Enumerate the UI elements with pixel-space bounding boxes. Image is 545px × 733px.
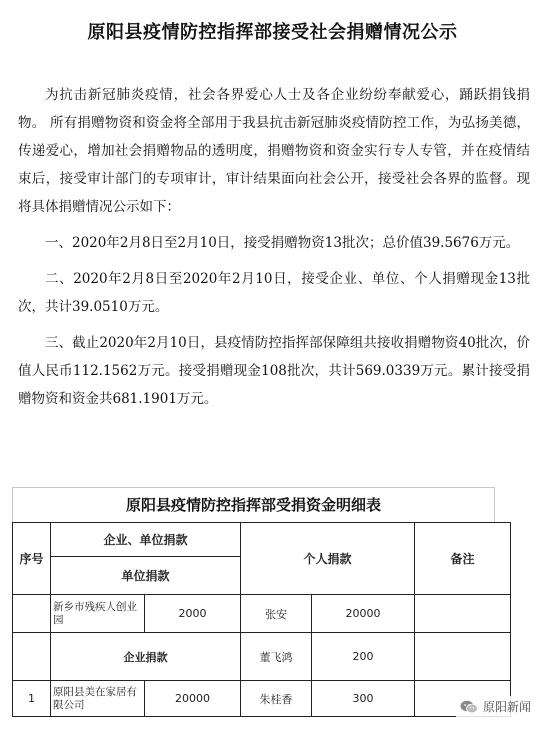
cell-person-name: 董飞鸿 [241, 633, 312, 681]
cell-note [415, 633, 511, 681]
table-row [13, 681, 511, 717]
cell-person-name: 朱桂香 [241, 681, 312, 717]
watermark-text: 原阳新闻 [482, 700, 531, 714]
header-personal: 个人捐款 [241, 523, 415, 595]
cell-org-amount: 20000 [145, 681, 241, 717]
table-header-row [13, 523, 511, 557]
cell-seq [13, 595, 51, 633]
cell-person-name: 张安 [241, 595, 312, 633]
cell-person-amount: 200 [312, 633, 415, 681]
watermark [456, 696, 535, 717]
paragraph-item-1: 一、2020年2月8日至2月10日，接受捐赠物资13批次；总价值39.5676万元。 [45, 235, 520, 251]
cell-seq [13, 633, 51, 681]
paragraph-intro: 为抗击新冠肺炎疫情，社会各界爱心人士及各企业纷纷奉献爱心，踊跃捐钱捐物。 所有捐赠物资和资金将全部用于我县抗击新冠肺炎疫情防控工作，为弘扬美德，传递爱心，增加社会捐赠物品的透明度，捐赠物资和资金实行专人专管，并在疫情结束后，接受审计部门的专项审计，审计结果面向社会公开，接受社会各界的监督。现将具体捐赠情况公示如下： [18, 87, 530, 215]
header-seq: 序号 [13, 523, 51, 595]
wechat-icon [460, 700, 478, 714]
cell-person-amount: 300 [312, 681, 415, 717]
header-note: 备注 [415, 523, 511, 595]
cell-note [415, 595, 511, 633]
header-org-group: 企业、单位捐款 [51, 523, 241, 557]
donation-table-section [12, 487, 533, 733]
cell-seq: 1 [13, 681, 51, 717]
page-title: 原阳县疫情防控指挥部接受社会捐赠情况公示 [87, 22, 458, 43]
cell-org-name: 新乡市残疾人创业园 [51, 595, 145, 633]
cell-org-name: 原阳县美在家居有限公司 [51, 681, 145, 717]
cell-section-label: 企业捐款 [51, 633, 241, 681]
paragraph-item-2: 二、2020年2月8日至2020年2月10日，接受企业、单位、个人捐赠现金13批次，共计39.0510万元。 [18, 271, 530, 315]
table-row [13, 595, 511, 633]
table-row [13, 633, 511, 681]
donation-table [12, 522, 511, 717]
announcement-body [18, 81, 530, 413]
cell-org-amount: 2000 [145, 595, 241, 633]
header-org-sub: 单位捐款 [51, 557, 241, 595]
paragraph-item-3: 三、截止2020年2月10日，县疫情防控指挥部保障组共接收捐赠物资40批次，价值人民币112.1562万元。接受捐赠现金108批次，共计569.0339万元。累计接受捐赠物资和资金共681.1901万元。 [18, 335, 530, 407]
table-caption: 原阳县疫情防控指挥部受捐资金明细表 [12, 487, 495, 522]
cell-person-amount: 20000 [312, 595, 415, 633]
